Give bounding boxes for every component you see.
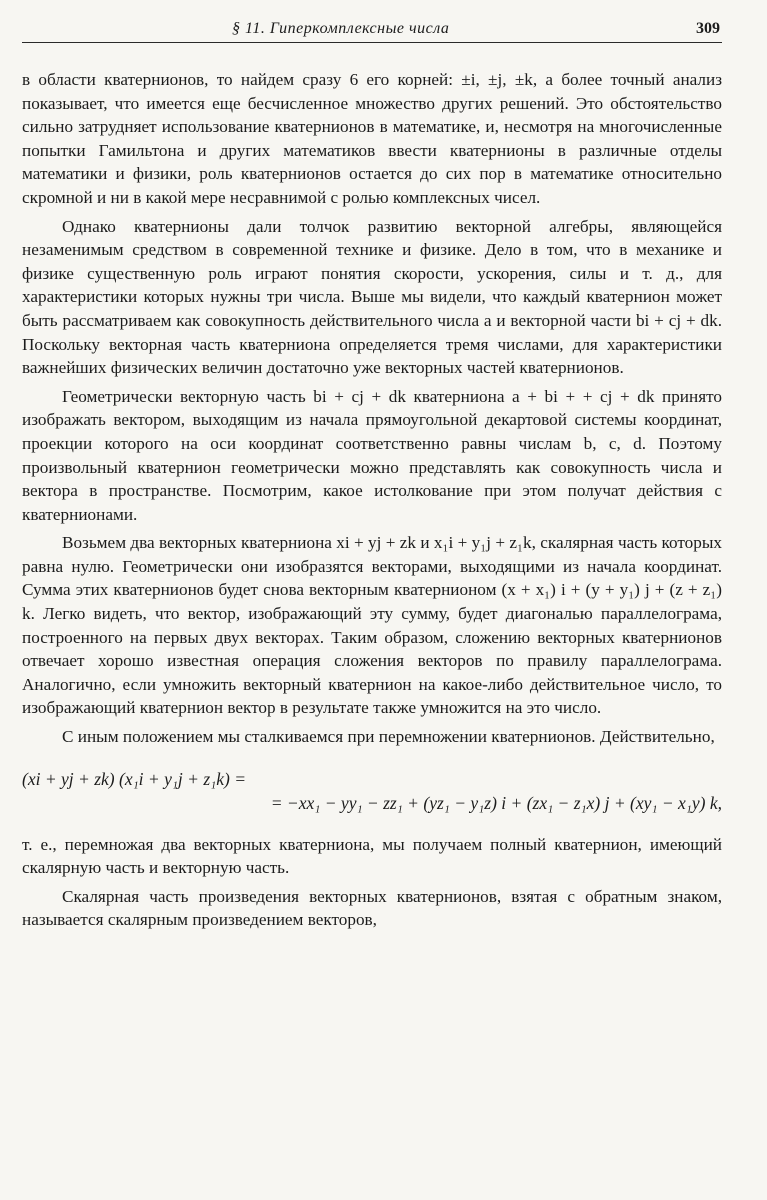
paragraph-6: т. е., перемножая два векторных кватерниона, мы получаем полный кватернион, имеющий скалярную часть и векторную часть. xyxy=(22,834,722,878)
paragraph-5: С иным положением мы сталкиваемся при перемножении кватернионов. Действительно, xyxy=(62,727,715,747)
paragraph-7: Скалярная часть произведения векторных кватернионов, взятая с обратным знаком, называется скалярным произведением векторов, xyxy=(22,886,722,930)
paragraph-2: Однако кватернионы дали толчок развитию векторной алгебры, являющейся незаменимым средством в современной технике и физике. Дело в том, что в механике и физике существенную роль играют понятия скорости, ускорения, силы и т. д., для характеристики которых нужны три числа. Выше мы видели, что каждый кватернион может быть рассматриваем как совокупность действительного числа a и векторной части bi + cj + dk. Поскольку векторная часть кватерниона определяется тремя числами, для характеристики важнейших физических величин достаточно уже векторных частей кватернионов. xyxy=(22,216,722,378)
page-number: 309 xyxy=(696,20,720,37)
paragraph-4: Возьмем два векторных кватерниона xi + yj + zk и x₁i + y₁j + z₁k, скалярная часть которых равна нулю. Геометрически они изобразятся векторами, выходящими из начала координат. Сумма этих кватернионов будет снова векторным кватернионом (x + x₁) i + (y + y₁) j + (z + z₁) k. Легко видеть, что вектор, изображающий эту сумму, будет диагональю параллелограма, построенного на первых двух векторах. Таким образом, сложению векторных кватернионов отвечает хорошо известная операция сложения векторов по правилу параллелограма. Аналогично, если умножить векторный кватернион на какое-либо действительное число, то изображающий кватернион вектор в результате также умножится на это число. xyxy=(22,533,722,718)
formula-line-2: = −xx₁ − yy₁ − zz₁ + (yz₁ − y₁z) i + (zx₁ − z₁x) j + (xy₁ − x₁y) k, xyxy=(270,792,722,813)
running-header xyxy=(22,18,722,43)
paragraph-3: Геометрически векторную часть bi + cj + dk кватерниона a + bi + + cj + dk принято изображать вектором, выходящим из начала прямоугольной декартовой системы координат, проекции которого на оси координат соответственно равны числам b, c, d. Поэтому произвольный кватернион геометрически можно представлять как совокупность числа и вектора в пространстве. Посмотрим, какое истолкование при этом получат действия с кватернионами. xyxy=(22,386,722,524)
section-title: § 11. Гиперкомплексные числа xyxy=(232,20,450,37)
page-body xyxy=(22,68,722,932)
quaternion-product-formula xyxy=(22,767,722,815)
formula-line-1: (xi + yj + zk) (x₁i + y₁j + z₁k) = xyxy=(22,768,247,789)
paragraph-1: в области кватернионов, то найдем сразу 6 его корней: ±i, ±j, ±k, а более точный анализ показывает, что имеется еще бесчисленное множество других решений. Это обстоятельство сильно затрудняет использование кватернионов в математике, и, несмотря на многочисленные попытки Гамильтона и других математиков ввести кватернионы в различные отделы математики и физики, роль кватернионов остается до сих пор в математике относительно скромной и ни в какой мере несравнимой с ролью комплексных чисел. xyxy=(22,70,722,207)
